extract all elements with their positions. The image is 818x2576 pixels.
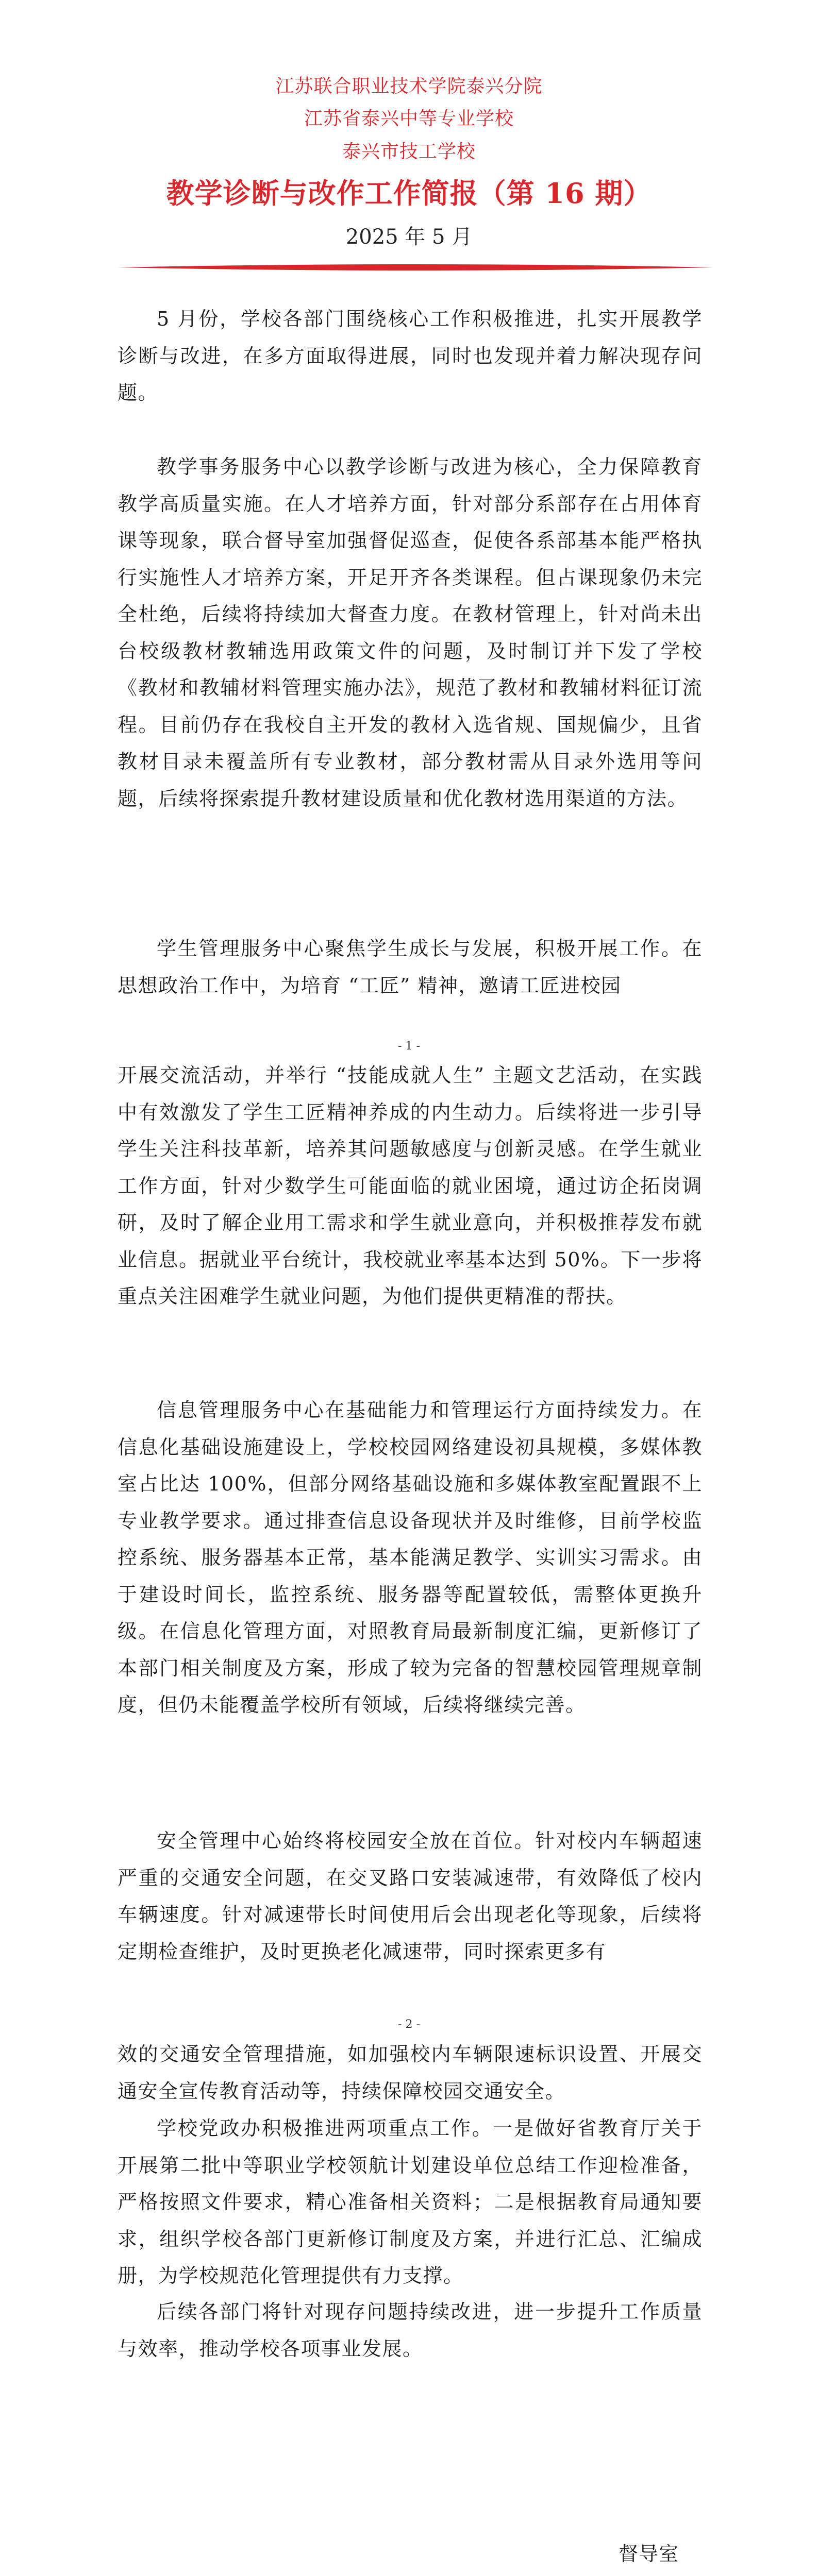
paragraph: 学生管理服务中心聚焦学生成长与发展，积极开展工作。在思想政治工作中，为培育 “工匠” 精神，邀请工匠进校园 xyxy=(118,937,703,997)
date-row xyxy=(0,227,818,247)
document-title: 教学诊断与改作工作简报（第 16 期） xyxy=(166,177,652,210)
paragraph: 开展交流活动，并举行 “技能成就人生” 主题文艺活动，在实践中有效激发了学生工匠精神养成的内生动力。后续将进一步引导学生关注科技革新，培养其问题敏感度与创新灵感。在学生就业工作方面，针对少数学生可能面临的就业困境，通过访企拓岗调研，及时了解企业用工需求和学生就业意向，并积极推荐发布就业信息。据就业平台统计，我校就业率基本达到 50%。下一步将重点关注困难学生就业问题，为他们提供更精准的帮扶。 xyxy=(118,1064,703,1308)
header-divider xyxy=(118,264,713,271)
title-row xyxy=(0,177,818,210)
paragraph: 教学事务服务中心以教学诊断与改进为核心，全力保障教育教学高质量实施。在人才培养方面，针对部分系部存在占用体育课等现象，联合督导室加强督促巡查，促使各系部基本能严格执行实施性人才培养方案，开足开齐各类课程。但占课现象仍未完全杜绝，后续将持续加大督查力度。在教材管理上，针对尚未出台校级教材教辅选用政策文件的问题，及时制订并下发了学校《教材和教辅材料管理实施办法》，规范了教材和教辅材料征订流程。目前仍存在我校自主开发的教材入选省规、国规偏少，且省教材目录未覆盖所有专业教材，部分教材需从目录外选用等问题，后续将探索提升教材建设质量和优化教材选用渠道的方法。 xyxy=(118,455,703,810)
header-org-line-1 xyxy=(0,77,818,96)
org-name: 江苏省泰兴中等专业学校 xyxy=(304,108,514,129)
page-number: - 2 - xyxy=(398,2018,420,2031)
header-org-line-2 xyxy=(0,110,818,128)
paragraph: 安全管理中心始终将校园安全放在首位。针对校内车辆超速严重的交通安全问题，在交叉路口安装减速带，有效降低了校内车辆速度。针对减速带长时间使用后会出现老化等现象，后续将定期检查维护，及时更换老化减速带，同时探索更多有 xyxy=(118,1829,703,1963)
issue-date: 2025 年 5 月 xyxy=(345,225,473,249)
org-name: 泰兴市技工学校 xyxy=(342,141,476,162)
paragraph: 5 月份，学校各部门围绕核心工作积极推进，扎实开展教学诊断与改进，在多方面取得进展，同时也发现并着力解决现存问题。 xyxy=(118,308,703,404)
org-name: 江苏联合职业技术学院泰兴分院 xyxy=(275,76,543,97)
header-org-line-3 xyxy=(0,143,818,161)
issuing-office: 督导室 xyxy=(619,2543,679,2565)
paragraph: 后续各部门将针对现存问题持续改进，进一步提升工作质量与效率，推动学校各项事业发展。 xyxy=(118,2300,703,2360)
paragraph: 效的交通安全管理措施，如加强校内车辆限速标识设置、开展交通安全宣传教育活动等，持续保障校园交通安全。 xyxy=(118,2043,703,2103)
paragraph: 学校党政办积极推进两项重点工作。一是做好省教育厅关于开展第二批中等职业学校领航计划建设单位总结工作迎检准备，严格按照文件要求，精心准备相关资料；二是根据教育局通知要求，组织学校各部门更新修订制度及方案，并进行汇总、汇编成册，为学校规范化管理提供有力支撑。 xyxy=(118,2117,703,2287)
page-number: - 1 - xyxy=(398,1040,420,1053)
paragraph: 信息管理服务中心在基础能力和管理运行方面持续发力。在信息化基础设施建设上，学校校园网络建设初具规模，多媒体教室占比达 100%，但部分网络基础设施和多媒体教室配置跟不上专业教学要求。通过排查信息设备现状并及时维修，目前学校监控系统、服务器基本正常，基本能满足教学、实训实习需求。由于建设时间长，监控系统、服务器等配置较低，需整体更换升级。在信息化管理方面，对照教育局最新制度汇编，更新修订了本部门相关制度及方案，形成了较为完备的智慧校园管理规章制度，但仍未能覆盖学校所有领域，后续将继续完善。 xyxy=(118,1399,703,1716)
